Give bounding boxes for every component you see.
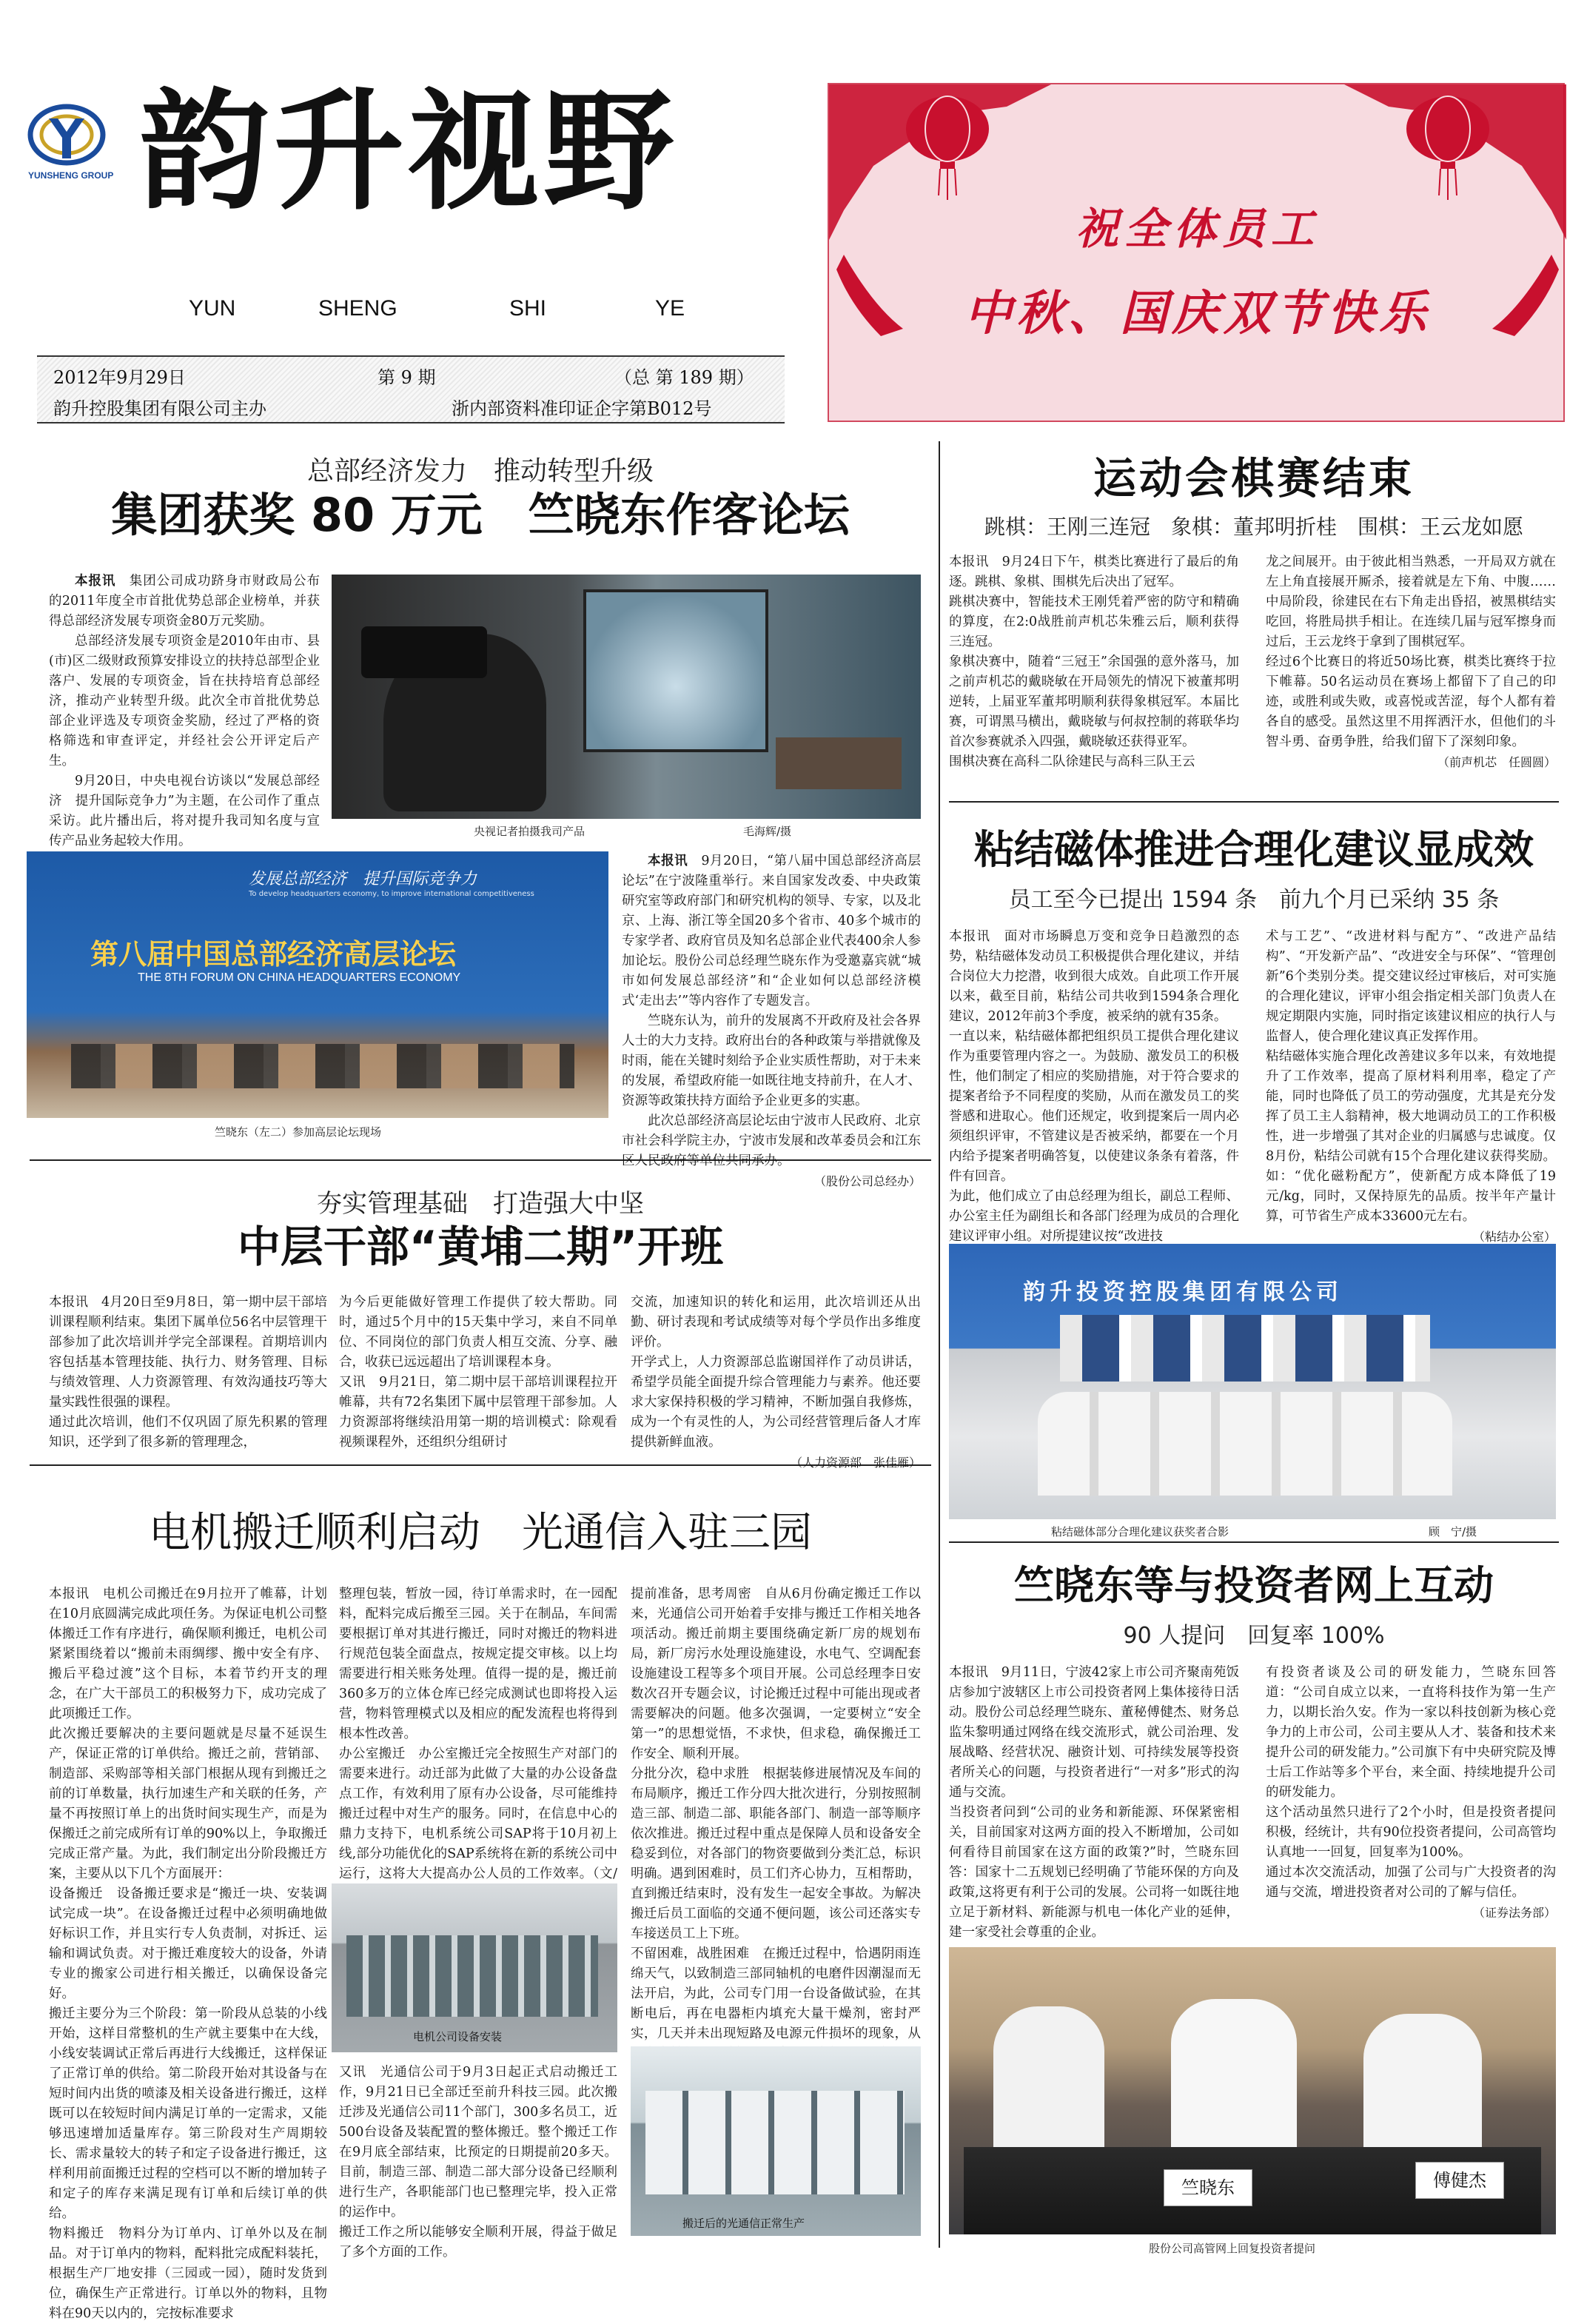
a3-col1: 本报讯 面对市场瞬息万变和竞争日趋激烈的态势，粘结磁体发动员工积极提供合理化建议，并结合岗位大力挖潜，收到很大成效。自此项工作开展以来，截至目前，粘结公司共收到1594条合理化建议，2012年前3个季度，被采纳的就有35条。 一直以来，粘结磁体都把组织员工提供合理化建议作为重要管理内容之一。为鼓励、激发员工的积极性，他们制定了相应的奖励措施，对于符合要求的提案者给予不同程度的奖励，从而在激发员工的奖誉感和进取心。他们还规定，收到提案后一周内必须组织评审，不管建议是否被采纳，都要在一个月内给予提案者明确答复，以使建议条条有着落，件件有回音。 为此，他们成立了由总经理为组长，副总工程师、办公室主任为副组长和各部门经理为成员的合理化建议评审小组。对所提建议按“改进技 [949,929,1239,1244]
logo-text: YUNSHENG GROUP [28,170,114,181]
banner-slogan: 发展总部经济 提升国际竞争力 [249,870,477,888]
a6-col2: 有投资者谈及公司的研发能力，竺晓东回答道：“公司自成立以来，一直将科技作为第一生产力，以期长治久安。作为一家以科技创新为核心竞争力的上市公司，公司主要从人才、装备和技术来提升公司的研发能力。”公司旗下有中央研究院及博士后工作站等多个平台，来全面、持续地提升公司的研发能力。 这个活动虽然只进行了2个小时，但是投资者提问积极，经统计，共有90位投资者提问，公司高管均认真地一一回复，回复率为100%。 通过本次交流活动，加强了公司与广大投资者的沟通与交流，增进投资者对公司的了解与信任。 （证券法务部） [1266,1663,1556,1923]
issue-info-bar [37,355,785,423]
issue-total: （总 第 189 期） [614,367,754,388]
masthead-pinyin [189,296,707,326]
investor-qa-photo [949,1947,1556,2234]
a1-kicker: 总部经济发力 推动转型升级 [306,456,654,486]
optical-production-photo [631,2046,921,2236]
nameplate-2: 傅健杰 [1415,2162,1504,2199]
a5-headline: 电机搬迁顺利启动 光通信入驻三园 [149,1509,812,1557]
a6-signature: （证券法务部） [1472,1906,1556,1920]
a3-photo-credit: 顾 宁/摄 [1429,1525,1477,1538]
sponsor: 韵升控股集团有限公司主办 [53,398,266,419]
banner-title-en: THE 8TH FORUM ON CHINA HEADQUARTERS ECONOMY [138,971,461,984]
a4-signature: （人力资源部 张佳雁） [790,1456,921,1470]
greeting-line-1: 祝全体员工 [1075,204,1320,254]
issue-number: 第 9 期 [378,367,436,388]
a5-photo2-caption: 搬迁后的光通信正常生产 [682,2217,805,2230]
a3-headline: 粘结磁体推进合理化建议显成效 [974,826,1534,873]
pinyin-1: YUN [189,296,236,321]
masthead-title: 韵升视野 [139,76,679,228]
a5-col2: 整理包装，暂放一园，待订单需求时，在一园配料，配料完成后搬至三园。关于在制品，车间需要根据订单对其进行搬迁，同时对搬迁的物料进行规范包装全面盘点，按规定提交审核。以上均需要进行相关账务处理。值得一提的是，搬迁前360多万的立体仓库已经完成测试也即将投入运营，物料管理模式以及相应的配发流程也将得到根本性改善。 办公室搬迁 办公室搬迁完全按照生产对部门的需要来进行。动迁部为此做了大量的办公设备盘点工作，有效利用了原有办公设备，尽可能维持搬迁过程中对生产的服务。同时，在信息中心的鼎力支持下，电机系统公司SAP将于10月初上线,部分功能优化的SAP系统将在新的系统公司中运行，这将大大提高办公人员的工作效率。（文/ [339,1587,617,1881]
pinyin-4: YE [655,296,685,321]
holiday-greeting [828,83,1565,422]
staff-row-back [1060,1315,1430,1382]
executive-1 [993,2006,1104,2154]
greeting-line-2: 中秋、国庆双节快乐 [964,287,1431,341]
a4-col3: 交流，加速知识的转化和运用，此次培训还从出勤、研讨表现和考试成绩等对每个学员作出多维度评价。 开学式上，人力资源部总监谢国祥作了动员讲话，希望学员能全面提升综合管理能力与素养。他还要求大家保持积极的学习精神，不断加强自我修炼，成为一个有灵性的人，为公司经营管理后备人才库提供新鲜血液。 （人力资源部 张佳雁） [631,1293,921,1473]
a4-col1: 本报讯 4月20日至9月8日，第一期中层干部培训课程顺利结束。集团下属单位56名中层管理干部参加了此次培训并学完全部课程。首期培训内容包括基本管理技能、执行力、财务管理、目标与绩效管理、人力资源管理、有效沟通技巧等大量实践性很强的课程。 通过此次培训，他们不仅巩固了原先积累的管理知识，还学到了很多新的管理理念， [49,1295,327,1450]
banner-slogan-en: To develop headquarters economy, to improve international competitiveness [249,890,534,898]
pinyin-3: SHI [509,296,547,321]
photo1-caption: 央视记者拍摄我司产品 [474,825,586,838]
production-line [645,2091,905,2194]
motor-equipment-photo [332,1883,617,2052]
a4-kicker: 夯实管理基础 打造强大中坚 [317,1189,644,1219]
license-number: 浙内部资料准印证企字第B012号 [452,398,712,419]
display-screen [583,589,768,752]
forum-photo [27,851,608,1118]
a1-body-top: 本报讯 集团公司成功跻身市财政局公布的2011年度全市首批优势总部企业榜单，并获得总部经济发展专项资金80万元奖励。 总部经济发展专项资金是2010年由市、县(市)区二级财政预算安排设立的扶持总部型企业落户、发展的专项资金，旨在扶持培育总部经济，推动产业转型升级。此次全市首批优势总部企业评选及专项资金奖励，经过了严格的资格筛选和审查评定，并经社会公开评定后产生。 9月20日，中央电视台访谈以“发展总部经济 提升国际竞争力”为主题，在公司作了重点采访。此片播出后，将对提升我司知名度与宣传产品业务起较大作用。 [49,572,320,871]
photo-banner: 韵升投资控股集团有限公司 [1023,1279,1343,1305]
executive-3 [1363,2014,1482,2154]
a3-photo-caption: 粘结磁体部分合理化建议获奖者合影 [1051,1525,1229,1538]
a5-col3: 提前准备，思考周密 自从6月份确定搬迁工作以来，光通信公司开始着手安排与搬迁工作相关地各项活动。搬迁前期主要围绕确定新厂房的规划布局，新厂房污水处理设施建设，水电气、空调配套设施建设工程等多个项目开展。公司总经理李日安数次召开专题会议，讨论搬迁过程中可能出现或者需要解决的问题。他多次强调，一定要树立“安全第一”的思想觉悟，不求快，但求稳，确保搬迁工作安全、顺利开展。 分批分次，稳中求胜 根据装修进展情况及车间的布局顺序，搬迁工作分四大批次进行，分别按照制造三部、制造二部、职能各部门、制造一部等顺序依次推进。搬迁过程中重点是保障人员和设备安全稳妥到位，对各部门的物资要做到分类汇总，标识明确。遇到困难时，员工们齐心协力，互相帮助，直到搬迁结束时，没有发生一起安全事故。为解决搬迁后员工面临的交通不便问题，该公司还落实专车接送员工上下班。 不留困难，战胜困难 在搬迁过程中，恰遇阴雨连绵天气，以致制造三部同轴机的电磨件因潮湿而无法开启，为此，公司专门用一台设备做试验，在其断电后，再在电器柜内填充大量干燥剂，密封严实，几天并未出现短路及电源元件损坏的现象，从 [631,1584,921,2104]
cctv-photo [332,575,921,819]
banner-title: 第八届中国总部经济高层论坛 [90,938,457,971]
a2-signature: （前声机芯 任圆圆） [1437,755,1556,769]
display-table [776,737,902,789]
section-divider [949,1541,1559,1543]
a6-headline: 竺晓东等与投资者网上互动 [1014,1562,1494,1609]
staff-row-front [1038,1392,1452,1496]
machinery [346,1935,598,2017]
a1-signature-2: （股份公司总经办） [813,1174,921,1188]
a5-col2-bottom: 又讯 光通信公司于9月3日起正式启动搬迁工作，9月21日已全部迁至前升科技三园。此次搬迁涉及光通信公司11个部门，300多名员工，近500台设备及装配置的整体搬迁。整个搬迁工作在9月底全部结束，比预定的日期提前20多天。目前，制造三部、制造二部大部分设备已经顺利进行生产，各职能部门也已整理完毕，投入正常的运作中。 搬迁工作之所以能够安全顺利开展，得益于做足了多个方面的工作。 [339,2065,617,2260]
executive-2 [1171,1999,1297,2154]
a3-col2: 术与工艺”、“改进材料与配方”、“改进产品结构”、“开发新产品”、“改进安全与环保”、“管理创新”6个类别分类。提交建议经过审核后，对可实施的合理化建议，评审小组会指定相关部门负责人在规定期限内实施，同时指定该建议相应的执行人与监督人，使合理化建议真正发挥作用。 粘结磁体实施合理化改善建议多年以来，有效地提升了工作效率，提高了原材料利用率，稳定了产能，同时也降低了员工的劳动强度，尤其是充分发挥了员工主人翁精神，极大地调动员工的工作积极性，进一步增强了其对企业的归属感与忠诚度。仅8月份，粘结公司就有15个合理化建议获得奖励。如：“优化磁粉配方”，使新配方成本降低了19元/kg，同时，又保持原先的品质。按半年产量计算，可节省生产成本33600元左右。 （粘结办公室） [1266,927,1556,1247]
a3-subhead: 员工至今已提出 1594 条 前九个月已采纳 35 条 [1008,887,1500,913]
nameplate-1: 竺晓东 [1164,2169,1252,2206]
a2-col1: 本报讯 9月24日下午，棋类比赛进行了最后的角逐。跳棋、象棋、围棋先后决出了冠军。 跳棋决赛中，智能技术王刚凭着严密的防守和精确的算度，在2:0战胜前声机芯朱雅云后，顺利获得三连冠。 象棋决赛中，随着“三冠王”余国强的意外落马，加之前声机芯的戴晓敏在开局领先的情况下被董邦明逆转，上届亚军董邦明顺利获得象棋冠军。本届比赛，可谓黑马横出，戴晓敏与何叔控制的蒋联华均首次参赛就杀入四强，戴晓敏还获得亚军。 围棋决赛在高科二队徐建民与高科三队王云 [949,555,1239,769]
a6-col1: 本报讯 9月11日，宁波42家上市公司齐聚南苑饭店参加宁波辖区上市公司投资者网上集体接待日活动。股份公司总经理竺晓东、董秘傅健杰、财务总监朱黎明通过网络在线交流形式，就公司治理、发展战略、经营状况、融资计划、可持续发展等投资者所关心的问题，与投资者进行“一对多”形式的沟通与交流。 当投资者问到“公司的业务和新能源、环保紧密相关，目前国家对这两方面的投入不断增加，公司如何看待目前国家在这方面的政策?”时，竺晓东回答：国家十二五规划已经明确了节能环保的方向及政策,这将更有利于公司的发展。公司将一如既往地立足于新材料、新能源与机电一体化产业的延伸，建一家受社会尊重的企业。 [949,1665,1239,1940]
a1-body-right: 本报讯 9月20日，“第八届中国总部经济高层论坛”在宁波隆重举行。来自国家发改委、中央政策研究室等政府部门和研究机构的领导、专家，以及北京、上海、浙江等全国20多个省市、40多个城市的专家学者、政府官员及知名总部企业代表400余人参加论坛。股份公司总经理竺晓东作为受邀嘉宾就“城市如何发展总部经济”和“企业如何以总部经济模式‘走出去’”等内容作了专题发言。 竺晓东认为，前升的发展离不开政府及社会各界人士的大力支持。政府出台的各种政策与举措就像及时雨，能在关键时刻给予企业实质性帮助，对于未来的发展，希望政府能一如既往地支持前升，在人才、资源等政策扶持方面给予企业更多的实惠。 此次总部经济高层论坛由宁波市人民政府、北京市社会科学院主办，宁波市发展和改革委员会和江东区人民政府等单位共同承办。 （股份公司总经办） [622,851,921,1191]
camera-icon [361,626,487,678]
photo2-caption: 竺晓东（左二）参加高层论坛现场 [215,1125,382,1139]
issue-date: 2012年9月29日 [53,367,186,388]
a5-photo1-caption: 电机公司设备安装 [413,2030,503,2043]
award-winners-photo [949,1244,1556,1519]
photo1-credit: 毛海辉/摄 [743,825,792,838]
a1-headline: 集团获奖 80 万元 竺晓东作客论坛 [111,488,850,542]
a4-headline: 中层干部“黄埔二期”开班 [237,1222,724,1272]
a6-photo-caption: 股份公司高管网上回复投资者提问 [1149,2242,1316,2255]
a2-headline: 运动会棋赛结束 [1093,453,1415,503]
column-divider [939,441,940,2248]
a2-subhead: 跳棋：王刚三连冠 象棋：董邦明折桂 围棋：王云龙如愿 [984,515,1523,539]
pinyin-2: SHENG [318,296,397,321]
a6-subhead: 90 人提问 回复率 100% [1123,1623,1385,1649]
logo-icon [28,104,105,166]
a5-col1: 本报讯 电机公司搬迁在9月拉开了帷幕，计划在10月底圆满完成此项任务。为保证电机公司整体搬迁工作有序进行，确保顺利搬迁，电机公司紧紧围绕着以“搬前未雨绸缪、搬中安全有序、搬后平稳过渡”这个目标，本着节约开支的理念，在广大干部员工的积极努力下，成功完成了此项搬迁工作。 此次搬迁要解决的主要问题就是尽量不延误生产，保证正常的订单供给。搬迁之前，营销部、制造部、采购部等相关部门根据从现有到搬迁之前的订单数量，执行加速生产和关联的任务，产量不再按照订单上的出货时间实现生产，而是为保搬迁之前完成所有订单的90%以上，争取搬迁完成正常产量。为此，我们制定出分阶段搬迁方案，主要从以下几个方面展开： 设备搬迁 设备搬迁要求是“搬迁一块、安装调试完成一块”。在设备搬迁过程中必须明确地做好标识工作，并且实行专人负责制，对拆迁、运输和调试负责。对于搬迁难度较大的设备，外请专业的搬家公司进行相关搬迁，以确保设备完好。 搬迁主要分为三个阶段：第一阶段从总装的小线开始，这样目常整机的生产就主要集中在大线，小线安装调试正常后再进行大线搬迁，这样保证了正常订单的供给。第二阶段开始对其设备与在短时间内出货的喷漆及相关设备进行搬迁，这样既可以在较短时间内满足订单的一定需求，又能够迅速增加适量库存。第三阶段对生产周期较长、需求量较大的转子和定子设备进行搬迁，这样利用前面搬迁过程的空档可以不断的增加转子和定子的库存来满足现有订单和后续订单的供给。 物料搬迁 物料分为订单内、订单外以及在制品。对于订单内的物料，配料批完成配料装托，根据生产厂地安排（三园或一园），随时发货到位，确保生产正常进行。订单以外的物料，且物料在90天以内的，完按标准要求 [49,1587,327,2321]
a3-signature: （粘结办公室） [1472,1230,1556,1244]
panelists [71,1044,574,1088]
section-divider [949,801,1559,803]
a2-col2: 龙之间展开。由于彼此相当熟悉，一开局双方就在左上角直接展开厮杀，接着就是左下角、中腹……中局阶段，徐建民在右下角走出昏招，被黑棋结实吃回，将胜局拱手相让。在连续几届与冠军擦身而过后，王云龙终于拿到了围棋冠军。 经过6个比赛日的将近50场比赛，棋类比赛终于拉下帷幕。50名运动员在赛场上都留下了自己的印迹，或胜利或失败，或喜悦或苦涩，每个人都有着各自的感受。虽然这里不用挥洒汗水，但他们的斗智斗勇、奋勇争胜，给我们留下了深刻印象。 （前声机芯 任圆圆） [1266,552,1556,772]
logo [28,104,117,185]
a4-col2: 为今后更能做好管理工作提供了较大帮助。同时，通过5个月中的15天集中学习，来自不同单位、不同岗位的部门负责人相互交流、分享、融合，收获已远远超出了培训课程本身。 又讯 9月21日，第二期中层干部培训课程拉开帷幕，共有72名集团下属中层管理干部参加。人力资源部将继续沿用第一期的培训模式：除观看视频课程外，还组织分组研讨 [339,1295,617,1450]
